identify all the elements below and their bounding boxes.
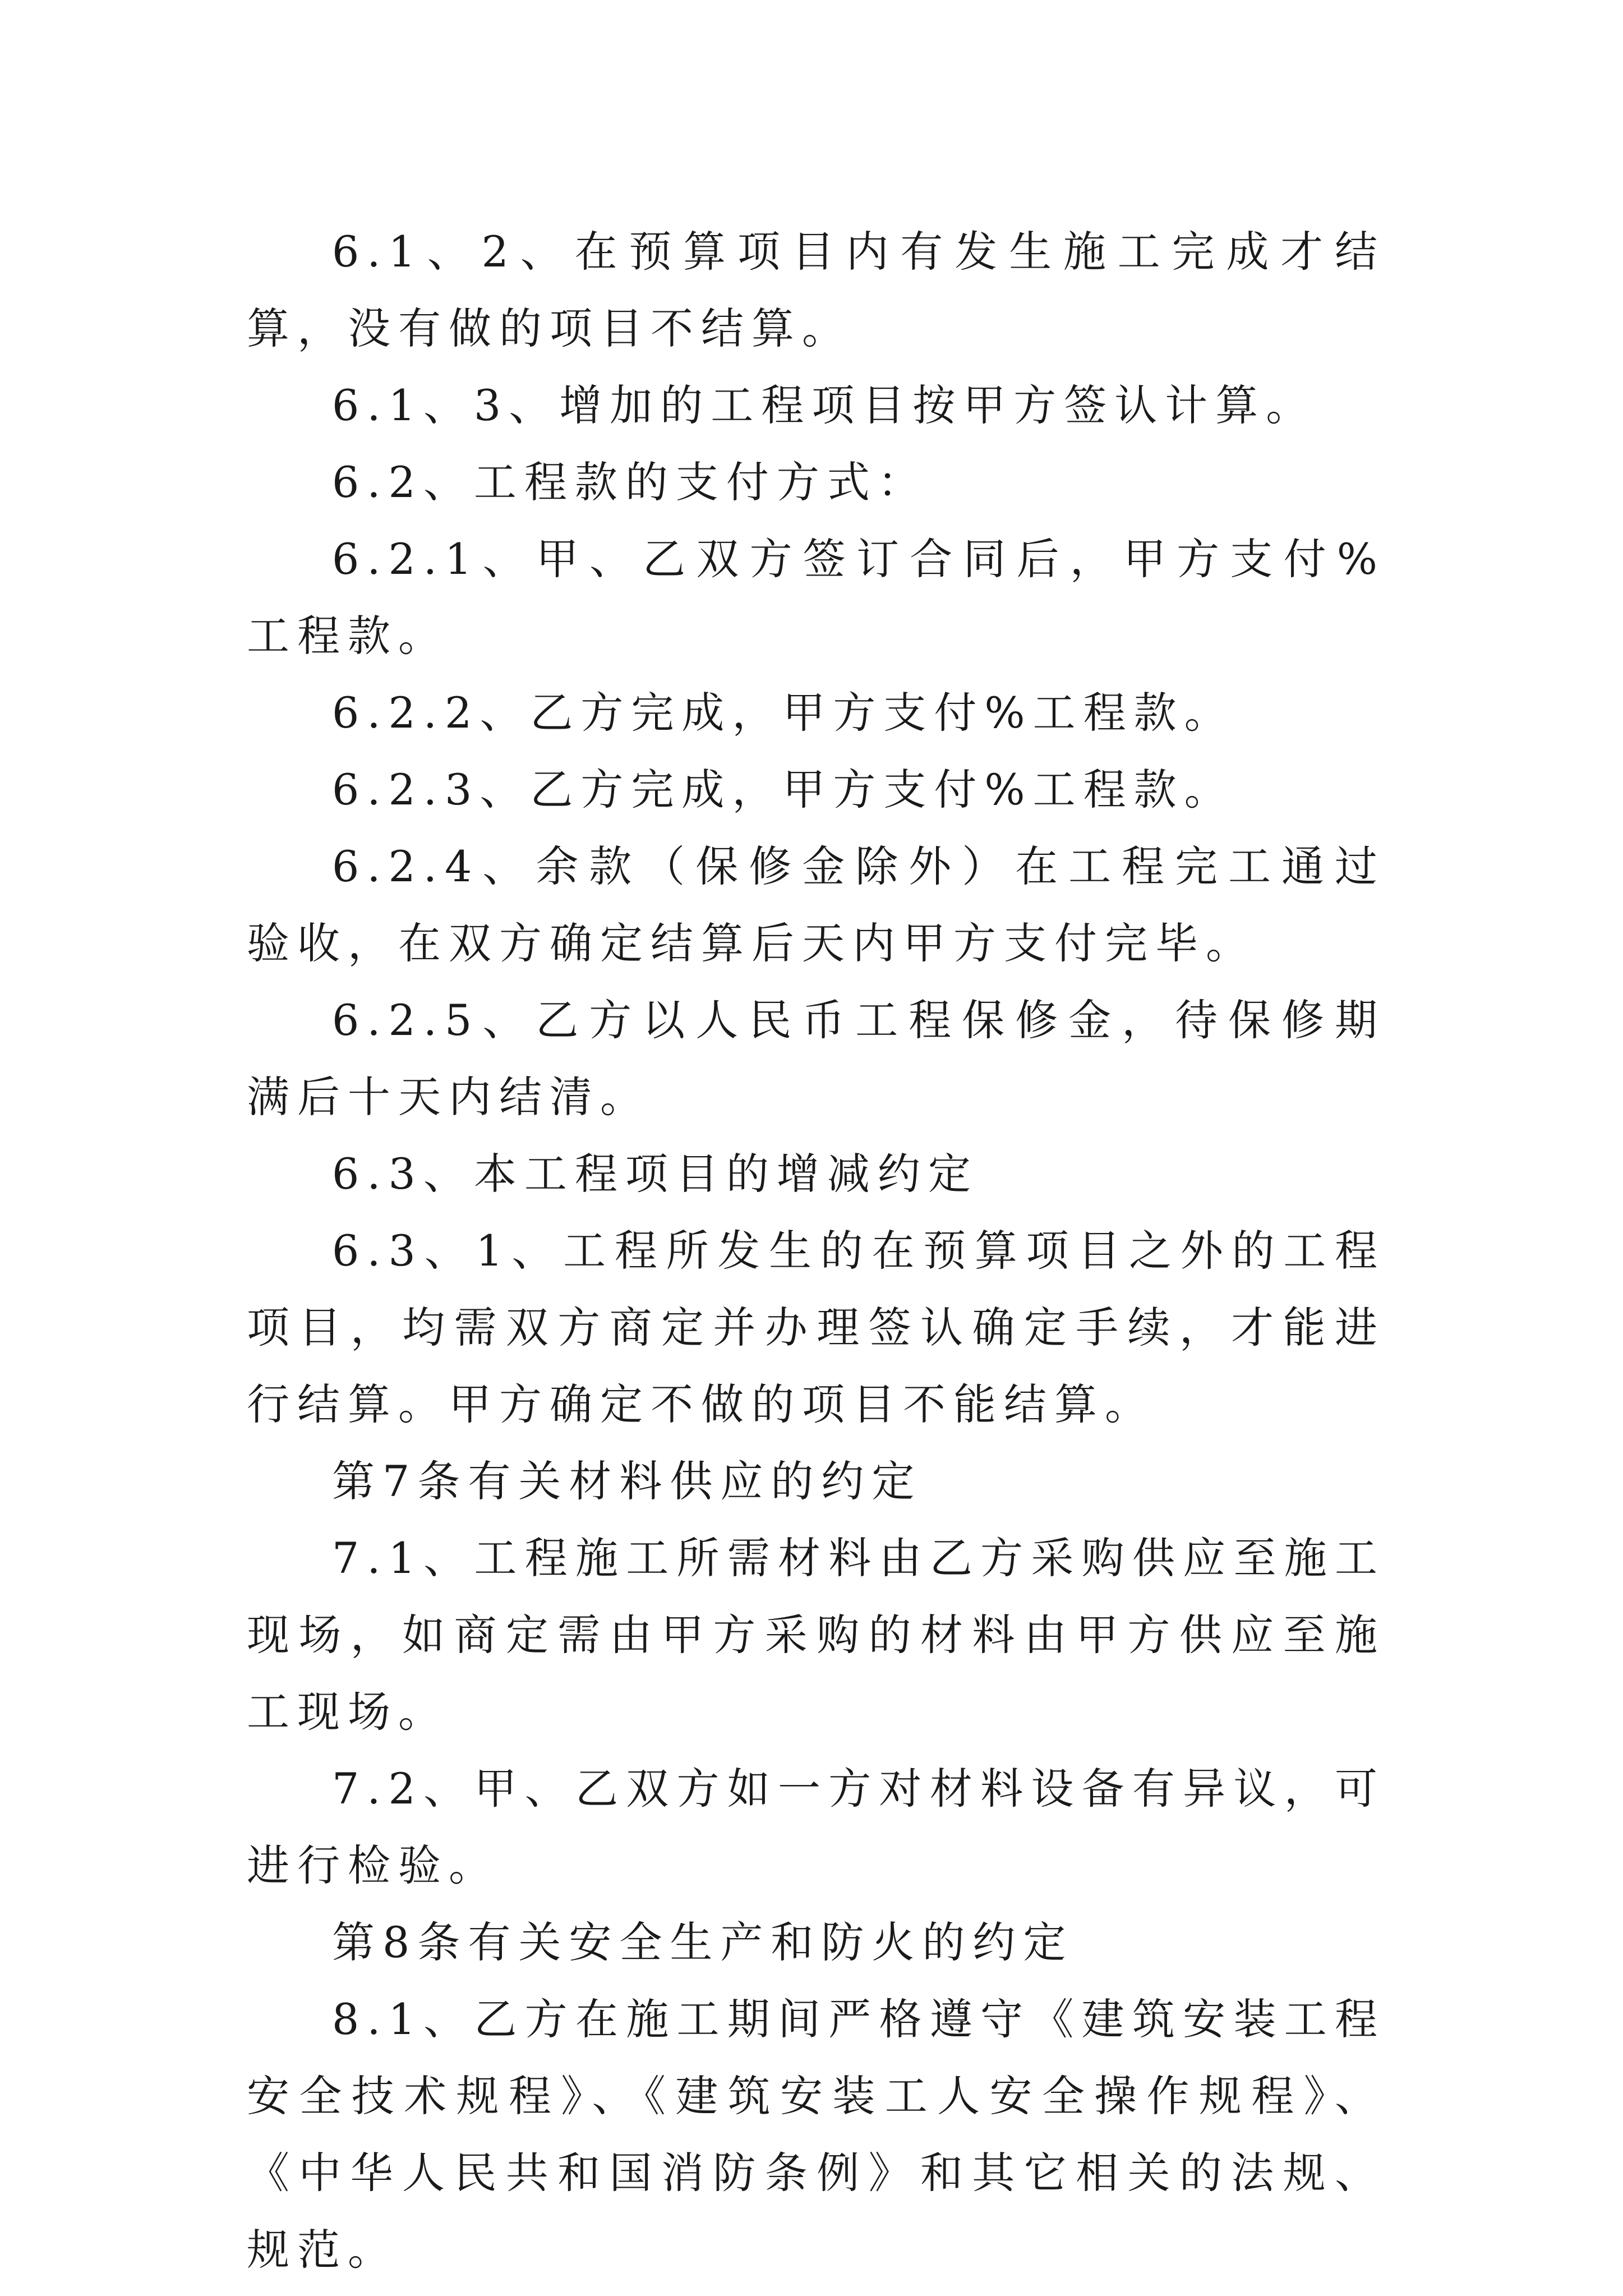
paragraph-6-3-1: 6.3、1、工程所发生的在预算项目之外的工程项目，均需双方商定并办理签认确定手续，才能进行结算。甲方确定不做的项目不能结算。 — [247, 1226, 1385, 1429]
paragraph-6-2-3: 6.2.3、乙方完成，甲方支付%工程款。 — [332, 765, 1235, 815]
paragraph-6-1-3: 6.1、3、增加的工程项目按甲方签认计算。 — [332, 380, 1317, 430]
paragraph-6-2-2: 6.2.2、乙方完成，甲方支付%工程款。 — [332, 688, 1235, 738]
paragraph-7-2: 7.2、甲、乙双方如一方对材料设备有异议，可进行检验。 — [247, 1764, 1385, 1890]
paragraph-6-2-4: 6.2.4、余款（保修金除外）在工程完工通过验收，在双方确定结算后天内甲方支付完毕。 — [247, 841, 1385, 968]
paragraph-6-1-2: 6.1、2、在预算项目内有发生施工完成才结算，没有做的项目不结算。 — [247, 227, 1385, 353]
article-7-heading: 第7条有关材料供应的约定 — [332, 1456, 923, 1506]
paragraph-6-2: 6.2、工程款的支付方式： — [332, 457, 928, 507]
paragraph-6-2-5: 6.2.5、乙方以人民币工程保修金，待保修期满后十天内结清。 — [247, 995, 1385, 1122]
paragraph-6-3: 6.3、本工程项目的增减约定 — [332, 1149, 979, 1199]
document-body — [247, 213, 1385, 2288]
article-8-heading: 第8条有关安全生产和防火的约定 — [332, 1917, 1074, 1967]
paragraph-8-1: 8.1、乙方在施工期间严格遵守《建筑安装工程安全技术规程》、《建筑安装工人安全操作规程》、《中华人民共和国消防条例》和其它相关的法规、规范。 — [247, 1994, 1385, 2275]
paragraph-6-2-1: 6.2.1、甲、乙双方签订合同后，甲方支付%工程款。 — [247, 534, 1385, 661]
paragraph-7-1: 7.1、工程施工所需材料由乙方采购供应至施工现场，如商定需由甲方采购的材料由甲方供应至施工现场。 — [247, 1533, 1385, 1737]
